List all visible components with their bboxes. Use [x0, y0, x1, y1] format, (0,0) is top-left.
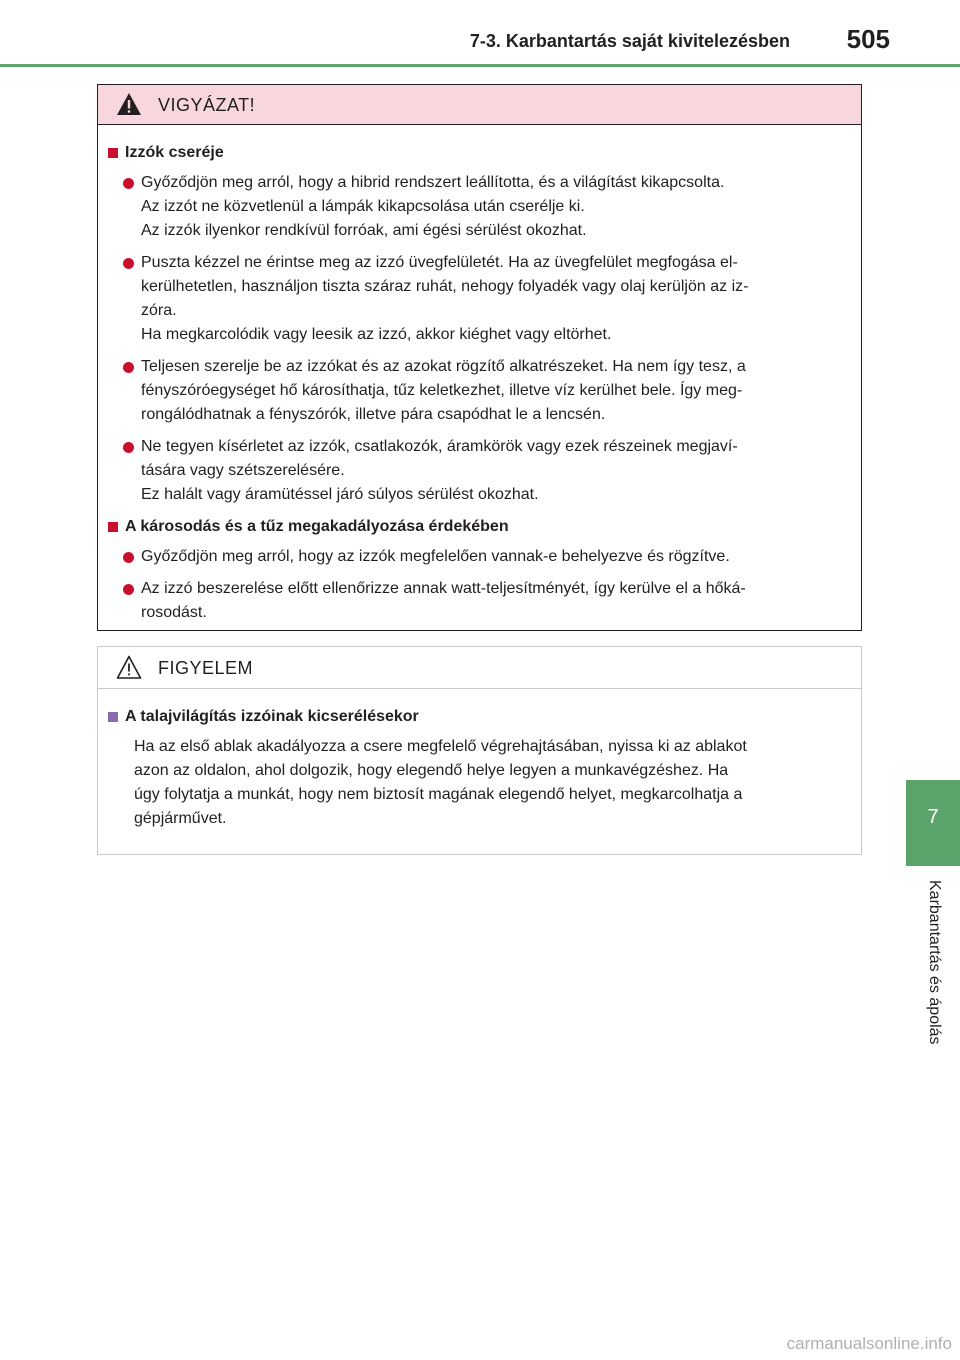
caution-title: VIGYÁZAT! [158, 95, 256, 115]
list-item: Teljesen szerelje be az izzókat és az azokat rögzítő alkatrészeket. Ha nem így tesz, a fényszóróegységet hő károsíthatja, tűz keletkezhet, illetve víz kerülhet bele. Így meg- rongálódhatnak a fényszórók, illetve pára csapódhat le a lencsén. [108, 355, 852, 427]
list-item: Az izzó beszerelése előtt ellenőrizze annak watt-teljesítményét, így kerülve el a hőká- rosodást. [108, 577, 852, 625]
round-bullet-icon [123, 178, 134, 189]
list-item: Puszta kézzel ne érintse meg az izzó üvegfelületét. Ha az üvegfelület megfogása el- kerülhetetlen, használjon tiszta száraz ruhát, nehogy folyadék vagy olaj kerüljön az iz- zóra. Ha megkarcolódik vagy leesik az izzó, akkor kiéghet vagy eltörhet. [108, 251, 852, 347]
round-bullet-icon [123, 258, 134, 269]
round-bullet-icon [123, 552, 134, 563]
section-heading: A talajvilágítás izzóinak kicserélésekor [108, 705, 852, 729]
chapter-tab-number: 7 [927, 806, 939, 828]
watermark: carmanualsonline.info [786, 1334, 952, 1353]
notice-box [97, 646, 862, 855]
round-bullet-icon [123, 584, 134, 595]
round-bullet-icon [123, 362, 134, 373]
list-item: Győződjön meg arról, hogy a hibrid rendszert leállította, és a világítást kikapcsolta. Az izzót ne közvetlenül a lámpák kikapcsolása után cserélje ki. Az izzók ilyenkor rendkívül forróak, ami égési sérülést okozhat. [108, 171, 852, 243]
notice-title: FIGYELEM [158, 658, 254, 678]
square-bullet-icon [108, 148, 118, 158]
header-divider [0, 64, 960, 67]
notice-body [98, 689, 861, 831]
section-heading: Izzók cseréje [108, 141, 852, 165]
square-bullet-icon [108, 522, 118, 532]
square-bullet-icon [108, 712, 118, 722]
page-number: 505 [846, 24, 890, 54]
chapter-tab-label: Karbantartás és ápolás [926, 880, 943, 1045]
caution-body [98, 125, 861, 625]
round-bullet-icon [123, 442, 134, 453]
list-item: Ne tegyen kísérletet az izzók, csatlakozók, áramkörök vagy ezek részeinek megjaví- tására vagy szétszerelésére. Ez halált vagy áramütéssel járó súlyos sérülést okozhat. [108, 435, 852, 507]
notice-header [98, 647, 861, 689]
section-heading: A károsodás és a tűz megakadályozása érdekében [108, 515, 852, 539]
list-item: Győződjön meg arról, hogy az izzók megfelelően vannak-e behelyezve és rögzítve. [108, 545, 852, 569]
notice-paragraph: Ha az első ablak akadályozza a csere megfelelő végrehajtásában, nyissa ki az ablakot azon az oldalon, ahol dolgozik, hogy elegendő helye legyen a munkavégzéshez. Ha úgy folytatja a munkát, hogy nem biztosít magának elegendő helyet, megkarcolhatja a gépjárművet. [134, 738, 747, 827]
caution-box [97, 84, 862, 631]
warning-triangle-icon [116, 91, 142, 117]
warning-triangle-outline-icon [116, 654, 142, 680]
caution-header [98, 85, 861, 125]
chapter-tab[interactable] [906, 780, 960, 866]
page-header-title: 7-3. Karbantartás saját kivitelezésben [469, 31, 790, 51]
